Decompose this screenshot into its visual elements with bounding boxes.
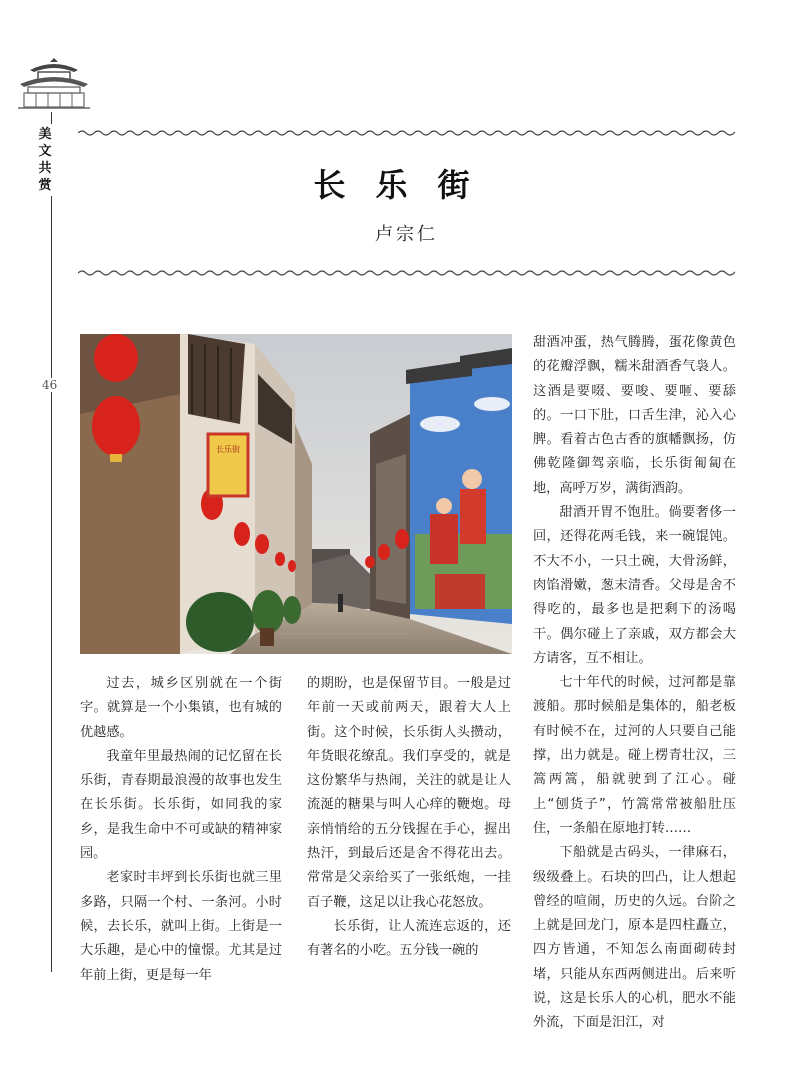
paragraph: 我童年里最热闹的记忆留在长乐街，青春期最浪漫的故事也发生在长乐街。长乐街，如同我的家乡，是我生命中不可或缺的精神家园。: [80, 748, 282, 862]
paragraph: 甜酒开胃不饱肚。倘要奢侈一回，还得花两毛钱，来一碗馄饨。不大不小，一只土碗，大骨汤鲜，肉馅滑嫩，葱末清香。父母是舍不得吃的，最多也是把剩下的汤喝干。偶尔碰上了亲戚，双方都会大方请客，互不相让。: [533, 505, 736, 666]
text-column-2: [307, 672, 511, 964]
page-number: 46: [42, 378, 58, 392]
paragraph: 七十年代的时候，过河都是靠渡船。那时候船是集体的，船老板有时候不在，过河的人只要自己能撑，出力就是。碰上楞青壮汉，三篙两篙，船就驶到了江心。碰上“刨货子”，竹篙常常被船肚压住，一条船在原地打转……: [533, 675, 736, 836]
paragraph: 过去，城乡区别就在一个街字。就算是一个小集镇，也有城的优越感。: [80, 676, 282, 740]
paragraph: 老家时丰坪到长乐街也就三里多路，只隔一个村、一条河。小时候，去长乐，就叫上街。上街是一大乐趣，是心中的憧憬。尤其是过年前上街，更是每一年: [80, 870, 282, 983]
paragraph: 长乐街，让人流连忘返的，还有著名的小吃。五分钱一碗的: [307, 918, 511, 959]
article-author: 卢宗仁: [375, 224, 438, 245]
article-title: 长乐街: [313, 166, 500, 204]
section-label: 美文共赏: [36, 124, 54, 196]
side-divider-line: [51, 112, 52, 972]
bottom-wave-rule: [78, 268, 735, 278]
text-column-1: [80, 672, 282, 988]
pavilion-logo-icon: [14, 56, 94, 112]
banner-text: 长乐街: [216, 445, 240, 454]
text-column-3: [533, 331, 736, 1036]
street-photo: [80, 334, 512, 654]
paragraph: 下船就是古码头，一律麻石，级级叠上。石块的凹凸，让人想起曾经的喧闹，历史的久远。台阶之上就是回龙门，原本是四柱矗立，四方皆通，不知怎么南面砌砖封堵，只能从东西两侧进出。后来听说，这是长乐人的心机，肥水不能外流，下面是汨江，对: [533, 845, 736, 1031]
paragraph: 的期盼，也是保留节目。一般是过年前一天或前两天，跟着大人上街。这个时候，长乐街人头攒动，年货眼花缭乱。我们享受的，就是这份繁华与热闹，关注的就是让人流涎的糖果与叫人心痒的鞭炮。母亲悄悄给的五分钱握在手心，握出热汗，到最后还是舍不得花出去。常常是父亲给买了一张纸炮，一挂百子鞭，这足以让我心花怒放。: [307, 676, 511, 910]
top-wave-rule: [78, 128, 735, 138]
paragraph: 甜酒冲蛋，热气腾腾，蛋花像黄色的花瓣浮飘，糯米甜酒香气袅人。这酒是要啜、要唆、要咂、要舔的。一口下肚，口舌生津，沁入心脾。看着古色古香的旗幡飘扬，仿佛乾隆御驾亲临，长乐街匍匐在地，高呼万岁，满街酒韵。: [533, 335, 736, 496]
